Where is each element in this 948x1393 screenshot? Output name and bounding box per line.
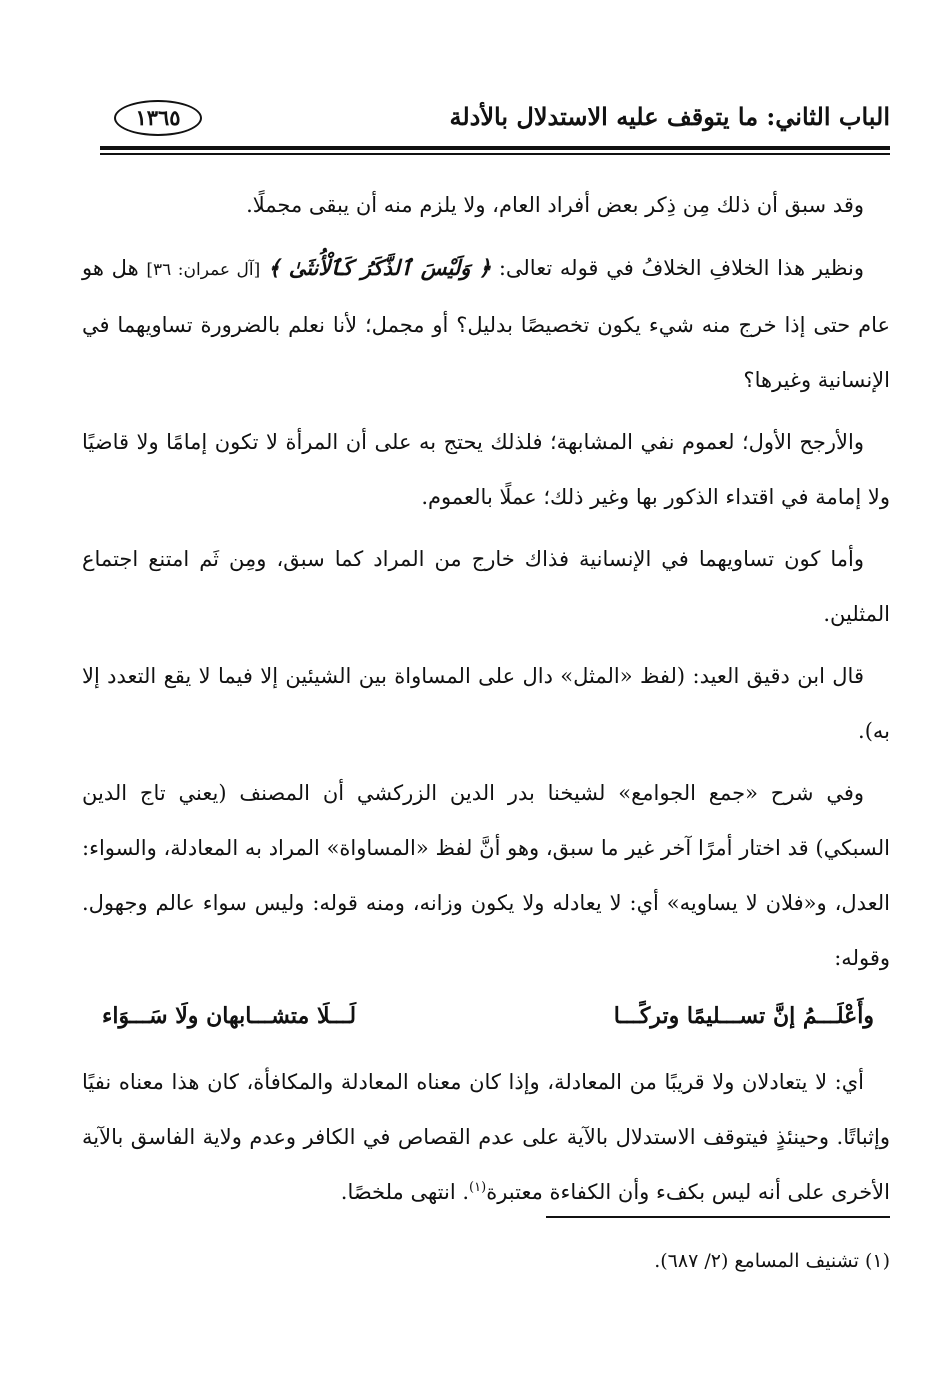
footnote-1: (١) تشنيف المسامع (٢/ ٦٨٧). — [654, 1250, 890, 1272]
paragraph-6: وفي شرح «جمع الجوامع» لشيخنا بدر الدين الزركشي أن المصنف (يعني تاج الدين السبكي) قد اختار أمرًا آخر غير ما سبق، وهو أنَّ لفظ «المساواة» المراد به المعادلة، والسواء: العدل، و«فلان لا يساويه» أي: لا يعادله ولا يكون وزانه، ومنه قوله: وليس سواء عالم وجهول. وقوله: — [82, 781, 890, 970]
poem-first-hemistich: وأَعْلَـــمُ إنَّ تســـليمًا وتركًـــا — [613, 1003, 874, 1029]
paragraph-7 — [82, 1055, 890, 1220]
paragraph-5: قال ابن دقيق العيد: (لفظ «المثل» دال على المساواة بين الشيئين إلا فيما لا يقع التعدد إلا به). — [82, 664, 890, 743]
verse-reference: [آل عمران: ٣٦] — [146, 260, 261, 280]
footnote-marker: (١) — [469, 1180, 487, 1195]
paragraph-4: وأما كون تساويهما في الإنسانية فذاك خارج من المراد كما سبق، ومِن ثَم امتنع اجتماع المثلين. — [82, 547, 890, 626]
chapter-title: الباب الثاني: ما يتوقف عليه الاستدلال بالأدلة — [449, 102, 890, 131]
poem-verse — [102, 991, 874, 1041]
paragraph-1: وقد سبق أن ذلك مِن ذِكر بعض أفراد العام، ولا يلزم منه أن يبقى مجملًا. — [246, 193, 864, 217]
paragraph-3: والأرجح الأول؛ لعموم نفي المشابهة؛ فلذلك يحتج به على أن المرأة لا تكون إمامًا ولا قاضيًا ولا إمامة في اقتداء الذكور بها وغير ذلك؛ عملًا بالعموم. — [82, 430, 890, 509]
header-rule-thick — [100, 146, 890, 150]
paragraph-2-intro: ونظير هذا الخلافِ الخلافُ في قوله تعالى: — [498, 256, 864, 280]
paragraph-7-main: أي: لا يتعادلان ولا قريبًا من المعادلة، وإذا كان معناه المعادلة والمكافأة، كان هذا معناه نفيًا وإثباتًا. وحينئذٍ فيتوقف الاستدلال بالآية على عدم القصاص في الكافر وعدم ولاية الفاسق بالآية الأخرى على أنه ليس بكفء وأن الكفاءة معتبرة — [82, 1070, 890, 1204]
paragraph-7-end: . انتهى ملخصًا. — [340, 1180, 470, 1204]
poem-second-hemistich: لَـــلَا متشـــابهان ولَا سَـــوَاء — [102, 1003, 357, 1029]
header-rule-thin — [100, 153, 890, 155]
main-text — [82, 178, 890, 1227]
paragraph-2 — [82, 240, 890, 408]
page-number: ١٣٦٥ — [114, 100, 202, 136]
footnote-separator — [546, 1216, 890, 1218]
page-header — [100, 96, 890, 140]
paragraph-2-rest: هل هو عام حتى إذا خرج منه شيء يكون تخصيصًا بدليل؟ أو مجمل؛ لأنا نعلم بالضرورة تساويهما في الإنسانية وغيرها؟ — [82, 256, 890, 392]
quran-verse: ﴿ وَلَيْسَ ٱلذَّكَرُ كَٱلْأُنثَىٰ ﴾ — [268, 255, 492, 280]
